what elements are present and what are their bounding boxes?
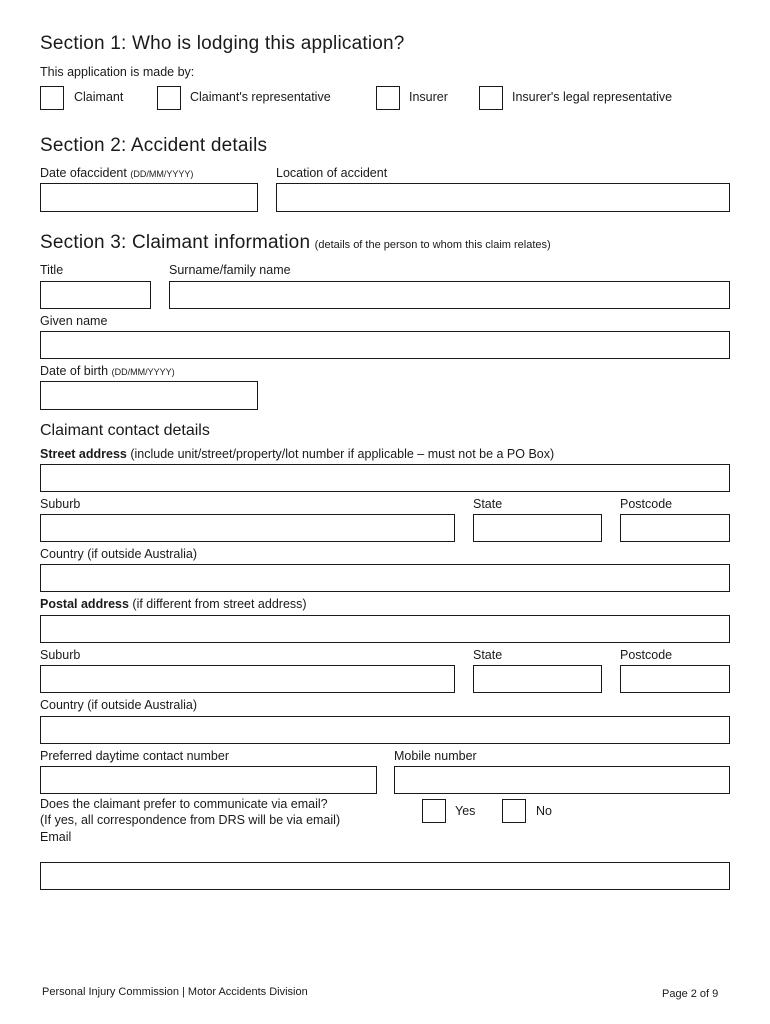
email-no-label: No [536,804,552,818]
claimant-representative-option-label: Claimant's representative [190,90,331,104]
street-address-note: (include unit/street/property/lot number if applicable – must not be a PO Box) [130,447,555,461]
surname-input[interactable] [169,281,730,309]
street-suburb-label: Suburb [40,497,81,511]
daytime-phone-label: Preferred daytime contact number [40,749,229,763]
page-number: Page 2 of 9 [662,988,719,1000]
section2-title: Section 2: Accident details [40,135,268,156]
postal-suburb-input[interactable] [40,665,455,693]
given-name-input[interactable] [40,331,730,359]
section3-title-note: (details of the person to whom this claim relates) [314,239,551,251]
email-label: Email [40,830,72,844]
postal-address-input[interactable] [40,615,730,643]
email-no-checkbox[interactable] [502,799,526,823]
section1-title: Section 1: Who is lodging this application? [40,33,405,54]
postal-country-label: Country (if outside Australia) [40,698,198,712]
section3-title: Section 3: Claimant information [40,232,311,253]
accident-date-label-text: Date ofaccident [40,166,127,180]
postal-address-note: (if different from street address) [132,597,307,611]
street-address-input[interactable] [40,464,730,492]
insurer-legal-representative-checkbox[interactable] [479,86,503,110]
surname-label: Surname/family name [169,263,291,277]
mobile-number-input[interactable] [394,766,730,794]
street-address-label [40,447,554,461]
street-address-label-text: Street address [40,447,127,461]
street-country-label: Country (if outside Australia) [40,547,198,561]
dob-input[interactable] [40,381,258,410]
street-state-label: State [473,497,503,511]
mobile-number-label: Mobile number [394,749,477,763]
postal-state-label: State [473,648,503,662]
dob-format: (DD/MM/YYYY) [111,367,175,377]
postal-suburb-label: Suburb [40,648,81,662]
insurer-legal-representative-option-label: Insurer's legal representative [512,90,673,104]
title-input[interactable] [40,281,151,309]
daytime-phone-input[interactable] [40,766,377,794]
postal-address-label [40,597,307,611]
postal-postcode-label: Postcode [620,648,673,662]
footer-organisation: Personal Injury Commission | Motor Accidents Division [42,986,308,998]
email-yes-checkbox[interactable] [422,799,446,823]
accident-date-label [40,166,193,180]
insurer-option-label: Insurer [409,90,448,104]
email-preference-note: (If yes, all correspondence from DRS will be via email) [40,813,341,827]
section1-subtitle: This application is made by: [40,65,195,79]
street-postcode-input[interactable] [620,514,730,542]
street-state-input[interactable] [473,514,602,542]
street-suburb-input[interactable] [40,514,455,542]
dob-label [40,364,175,378]
title-label: Title [40,263,64,277]
email-input[interactable] [40,862,730,890]
dob-label-text: Date of birth [40,364,109,378]
postal-postcode-input[interactable] [620,665,730,693]
postal-state-input[interactable] [473,665,602,693]
street-country-input[interactable] [40,564,730,592]
claimant-checkbox[interactable] [40,86,64,110]
email-yes-label: Yes [455,804,476,818]
accident-date-format: (DD/MM/YYYY) [130,169,194,179]
insurer-checkbox[interactable] [376,86,400,110]
given-name-label: Given name [40,314,108,328]
claimant-representative-checkbox[interactable] [157,86,181,110]
section3-heading [40,232,551,254]
street-postcode-label: Postcode [620,497,673,511]
accident-location-label: Location of accident [276,166,388,180]
accident-location-input[interactable] [276,183,730,212]
email-preference-question: Does the claimant prefer to communicate via email? [40,797,328,811]
postal-address-label-text: Postal address [40,597,129,611]
postal-country-input[interactable] [40,716,730,744]
claimant-option-label: Claimant [74,90,124,104]
contact-details-title: Claimant contact details [40,422,210,439]
accident-date-input[interactable] [40,183,258,212]
